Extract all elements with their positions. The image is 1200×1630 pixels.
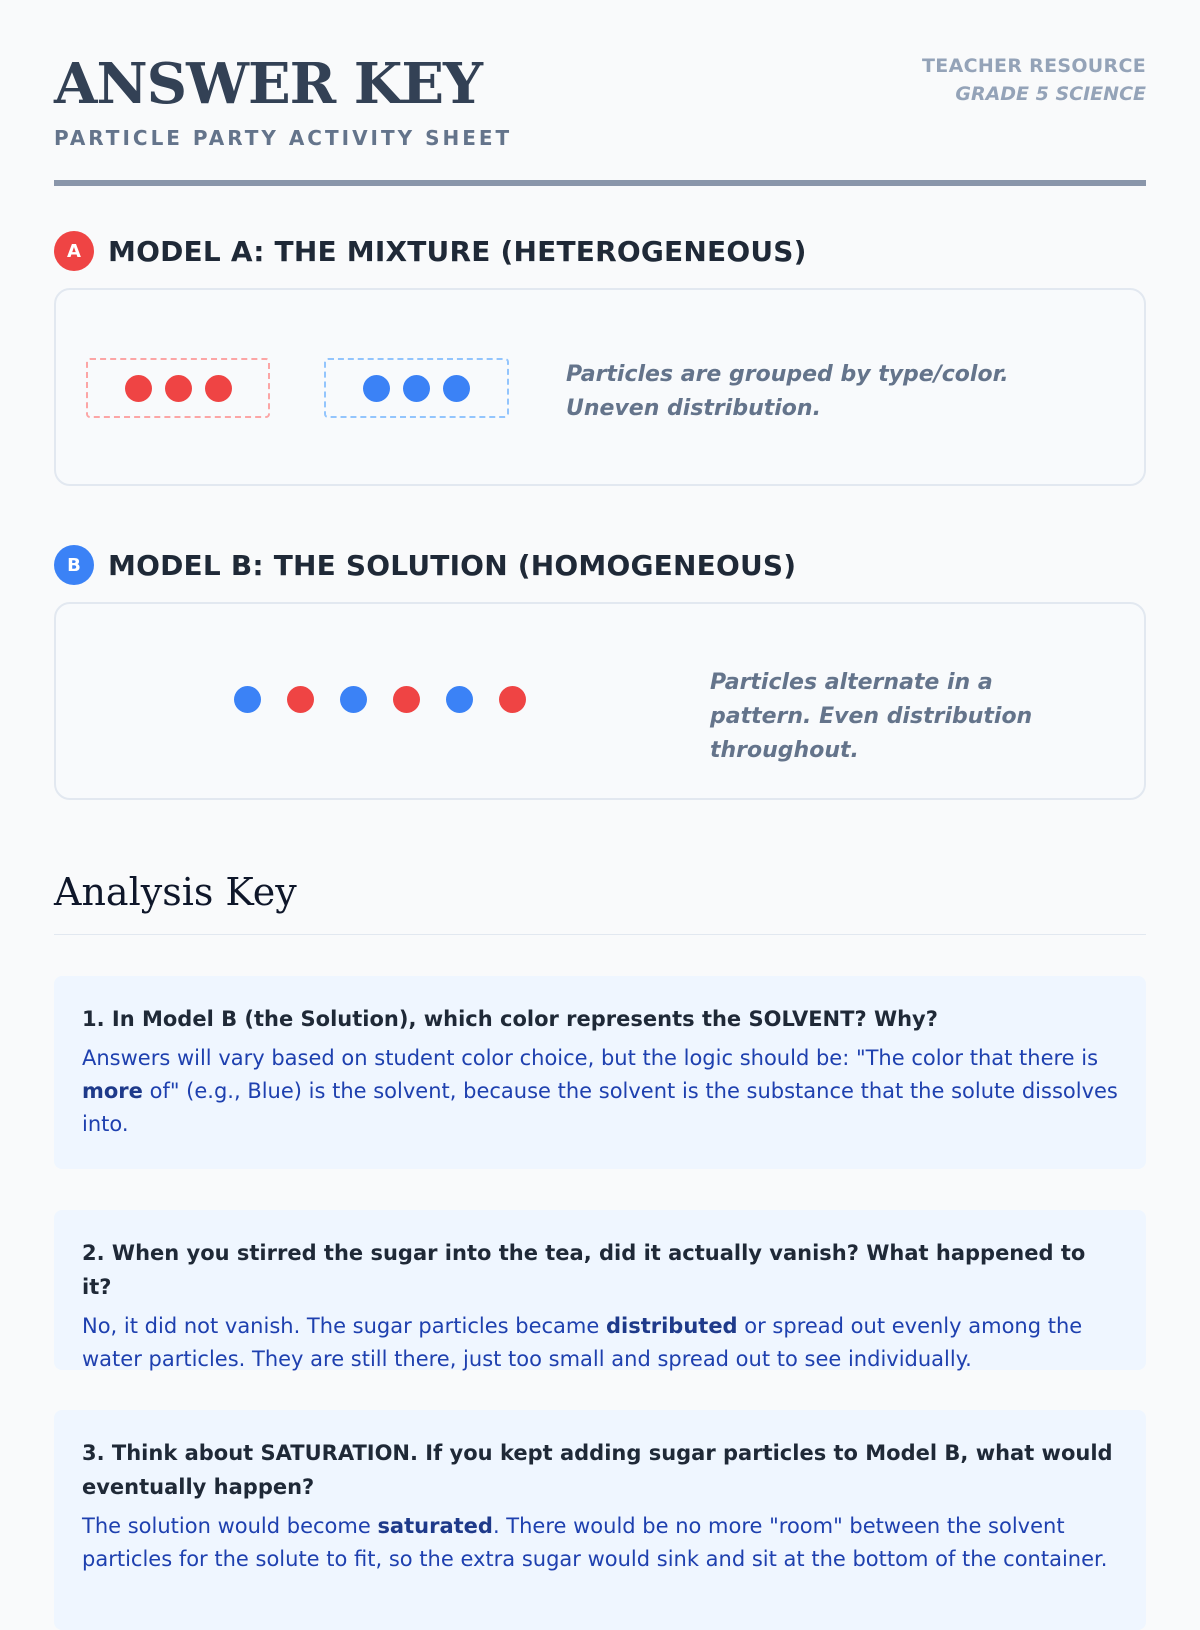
red-particle (165, 375, 192, 402)
blue-particle (234, 686, 261, 713)
qa-card-3 (54, 1410, 1146, 1630)
alternating-particle-row (234, 686, 526, 713)
blue-particle (446, 686, 473, 713)
answer-text (82, 1510, 1118, 1576)
qa-card-1 (54, 976, 1146, 1169)
answer-text-part: No, it did not vanish. The sugar particles became (82, 1314, 606, 1338)
red-particle-group (86, 358, 270, 418)
analysis-divider (54, 934, 1146, 935)
blue-particle (363, 375, 390, 402)
qa-card-2 (54, 1210, 1146, 1370)
answer-text-part: Answers will vary based on student color choice, but the logic should be: "The color that there is (82, 1046, 1099, 1070)
answer-emphasis: distributed (605, 1314, 738, 1338)
answer-text (82, 1310, 1118, 1376)
answer-text-part: The solution would become (82, 1514, 378, 1538)
page-subtitle: PARTICLE PARTY ACTIVITY SHEET (54, 126, 513, 150)
model-b-diagram (54, 602, 1146, 800)
resource-label: TEACHER RESOURCE (922, 55, 1146, 77)
answer-text (82, 1042, 1118, 1141)
red-particle (287, 686, 314, 713)
model-a-title: MODEL A: THE MIXTURE (HETEROGENEOUS) (108, 234, 807, 268)
question-text: 1. In Model B (the Solution), which color represents the SOLVENT? Why? (82, 1007, 938, 1031)
answer-emphasis: more (82, 1079, 143, 1103)
answer-text-part: . There would be no more "room" between the solvent particles for the solute to fit, so the extra sugar would sink and sit at the bottom of the container. (82, 1514, 1108, 1571)
model-a-diagram (54, 288, 1146, 486)
red-particle (393, 686, 420, 713)
question-text: 3. Think about SATURATION. If you kept adding sugar particles to Model B, what would eventually happen? (82, 1441, 1113, 1499)
grade-label: GRADE 5 SCIENCE (955, 83, 1146, 105)
model-b-title: MODEL B: THE SOLUTION (HOMOGENEOUS) (108, 548, 797, 582)
model-a-badge: A (54, 231, 94, 271)
model-a-note: Particles are grouped by type/color. Uneven distribution. (566, 362, 1009, 421)
blue-particle (340, 686, 367, 713)
analysis-heading: Analysis Key (54, 870, 297, 914)
page-header (54, 0, 1146, 186)
answer-emphasis: saturated (377, 1514, 493, 1538)
model-b-note: Particles alternate in a pattern. Even distribution throughout. (710, 670, 1033, 763)
answer-text-part: or spread out evenly among the water particles. They are still there, just too small and spread out to see individually. (82, 1314, 1083, 1371)
model-a-heading (54, 231, 807, 271)
answer-text-part: of" (e.g., Blue) is the solvent, because the solvent is the substance that the solute dissolves into. (82, 1079, 1118, 1136)
blue-particle (403, 375, 430, 402)
red-particle (499, 686, 526, 713)
red-particle (125, 375, 152, 402)
page-title: ANSWER KEY (54, 51, 483, 117)
question-text: 2. When you stirred the sugar into the tea, did it actually vanish? What happened to it? (82, 1241, 1086, 1299)
blue-particle (443, 375, 470, 402)
header-divider (54, 180, 1146, 186)
red-particle (205, 375, 232, 402)
blue-particle-group (324, 358, 509, 418)
resource-meta (922, 55, 1146, 105)
model-b-badge: B (54, 545, 94, 585)
model-b-heading (54, 545, 796, 585)
answer-key-page (54, 0, 1146, 1571)
